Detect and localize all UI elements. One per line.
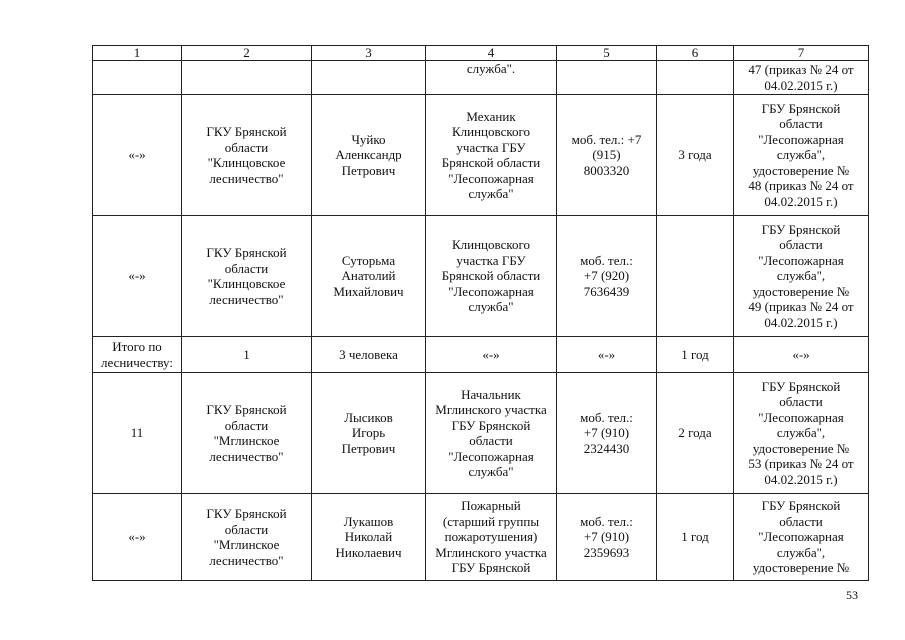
row-number: «-»	[93, 95, 182, 216]
personnel-table	[92, 45, 869, 581]
organization: ГКУ Брянской области "Мглинское лесничество"	[182, 494, 312, 581]
full-name: Чуйко Аленксандр Петрович	[312, 95, 426, 216]
organization	[182, 61, 312, 95]
column-number-row	[93, 46, 869, 61]
experience: 1 год	[657, 337, 734, 373]
phone: моб. тел.: +7 (910) 2359693	[557, 494, 657, 581]
column-number: 3	[312, 46, 426, 61]
organization: ГКУ Брянской области "Клинцовское лесничество"	[182, 95, 312, 216]
full-name: Лысиков Игорь Петрович	[312, 373, 426, 494]
page-number: 53	[846, 588, 858, 602]
phone: моб. тел.: +7 (915) 8003320	[557, 95, 657, 216]
column-number: 5	[557, 46, 657, 61]
certificate: ГБУ Брянской области "Лесопожарная служба", удостоверение № 53 (приказ № 24 от 04.02.2015 г.)	[734, 373, 869, 494]
organization: ГКУ Брянской области "Мглинское лесничество"	[182, 373, 312, 494]
organization: ГКУ Брянской области "Клинцовское лесничество"	[182, 216, 312, 337]
full-name	[312, 61, 426, 95]
table-row	[93, 216, 869, 337]
position: Пожарный (старший группы пожаротушения) Мглинского участка ГБУ Брянской	[426, 494, 557, 581]
position: служба".	[426, 61, 557, 95]
full-name: Лукашов Николай Николаевич	[312, 494, 426, 581]
certificate: «-»	[734, 337, 869, 373]
experience	[657, 216, 734, 337]
phone: «-»	[557, 337, 657, 373]
table-row	[93, 95, 869, 216]
column-number: 4	[426, 46, 557, 61]
full-name: Суторьма Анатолий Михайлович	[312, 216, 426, 337]
phone: моб. тел.: +7 (910) 2324430	[557, 373, 657, 494]
experience	[657, 61, 734, 95]
certificate: ГБУ Брянской области "Лесопожарная служба", удостоверение № 49 (приказ № 24 от 04.02.2015 г.)	[734, 216, 869, 337]
phone: моб. тел.: +7 (920) 7636439	[557, 216, 657, 337]
organization-count: 1	[182, 337, 312, 373]
position: Начальник Мглинского участка ГБУ Брянской области "Лесопожарная служба"	[426, 373, 557, 494]
column-number: 2	[182, 46, 312, 61]
column-number: 6	[657, 46, 734, 61]
table-row	[93, 494, 869, 581]
subtotal-row	[93, 337, 869, 373]
certificate: ГБУ Брянской области "Лесопожарная служба", удостоверение № 48 (приказ № 24 от 04.02.2015 г.)	[734, 95, 869, 216]
position: «-»	[426, 337, 557, 373]
column-number: 7	[734, 46, 869, 61]
row-number: «-»	[93, 494, 182, 581]
experience: 3 года	[657, 95, 734, 216]
column-number: 1	[93, 46, 182, 61]
table-row	[93, 373, 869, 494]
position: Клинцовского участка ГБУ Брянской области "Лесопожарная служба"	[426, 216, 557, 337]
certificate: 47 (приказ № 24 от 04.02.2015 г.)	[734, 61, 869, 95]
experience: 1 год	[657, 494, 734, 581]
row-number: 11	[93, 373, 182, 494]
certificate: ГБУ Брянской области "Лесопожарная служба", удостоверение №	[734, 494, 869, 581]
phone	[557, 61, 657, 95]
people-count: 3 человека	[312, 337, 426, 373]
table-row	[93, 61, 869, 95]
row-number: «-»	[93, 216, 182, 337]
experience: 2 года	[657, 373, 734, 494]
row-number	[93, 61, 182, 95]
subtotal-label: Итого по лесничеству:	[93, 337, 182, 373]
position: Механик Клинцовского участка ГБУ Брянской области "Лесопожарная служба"	[426, 95, 557, 216]
